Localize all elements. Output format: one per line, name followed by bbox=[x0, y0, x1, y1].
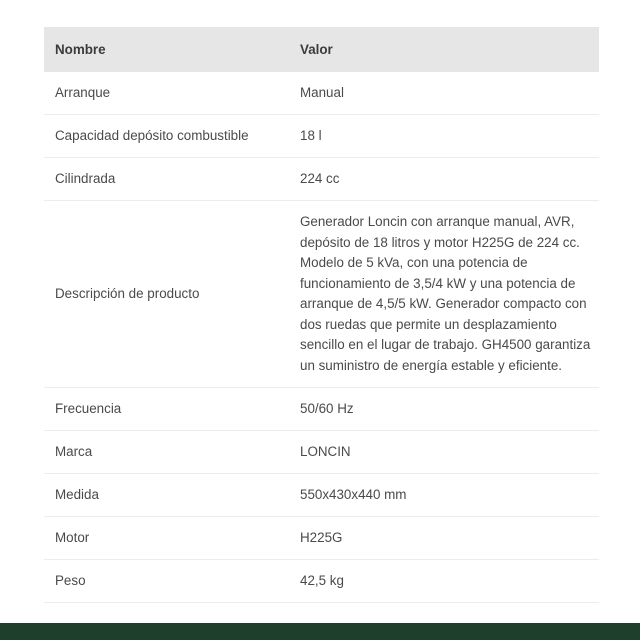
table-row bbox=[44, 560, 599, 603]
row-name: Cilindrada bbox=[44, 158, 289, 201]
footer-bar bbox=[0, 623, 640, 640]
row-name: Descripción de producto bbox=[44, 201, 289, 388]
table-row bbox=[44, 388, 599, 431]
table-header-row bbox=[44, 27, 599, 72]
row-value: 42,5 kg bbox=[289, 560, 599, 603]
table-row bbox=[44, 115, 599, 158]
row-name: Marca bbox=[44, 431, 289, 474]
row-value: 50/60 Hz bbox=[289, 388, 599, 431]
row-value: 18 l bbox=[289, 115, 599, 158]
row-name: Medida bbox=[44, 474, 289, 517]
row-value: 550x430x440 mm bbox=[289, 474, 599, 517]
row-name: Motor bbox=[44, 517, 289, 560]
table-row bbox=[44, 201, 599, 388]
row-name: Arranque bbox=[44, 72, 289, 115]
header-name: Nombre bbox=[44, 27, 289, 72]
table-row bbox=[44, 517, 599, 560]
row-value: H225G bbox=[289, 517, 599, 560]
table-row bbox=[44, 474, 599, 517]
header-value: Valor bbox=[289, 27, 599, 72]
row-name: Capacidad depósito combustible bbox=[44, 115, 289, 158]
row-value: Generador Loncin con arranque manual, AVR, depósito de 18 litros y motor H225G de 224 cc. Modelo de 5 kVa, con una potencia de funcionamiento de 3,5/4 kW y una potencia de arranque de 4,5/5 kW. Generador compacto con dos ruedas que permite un desplazamiento sencillo en el lugar de trabajo. GH4500 garantiza un suministro de energía estable y eficiente. bbox=[289, 201, 599, 388]
row-value: LONCIN bbox=[289, 431, 599, 474]
table-row bbox=[44, 431, 599, 474]
row-value: Manual bbox=[289, 72, 599, 115]
table-row bbox=[44, 158, 599, 201]
row-value: 224 cc bbox=[289, 158, 599, 201]
row-name: Frecuencia bbox=[44, 388, 289, 431]
row-name: Peso bbox=[44, 560, 289, 603]
spec-table bbox=[44, 27, 599, 603]
table-row bbox=[44, 72, 599, 115]
